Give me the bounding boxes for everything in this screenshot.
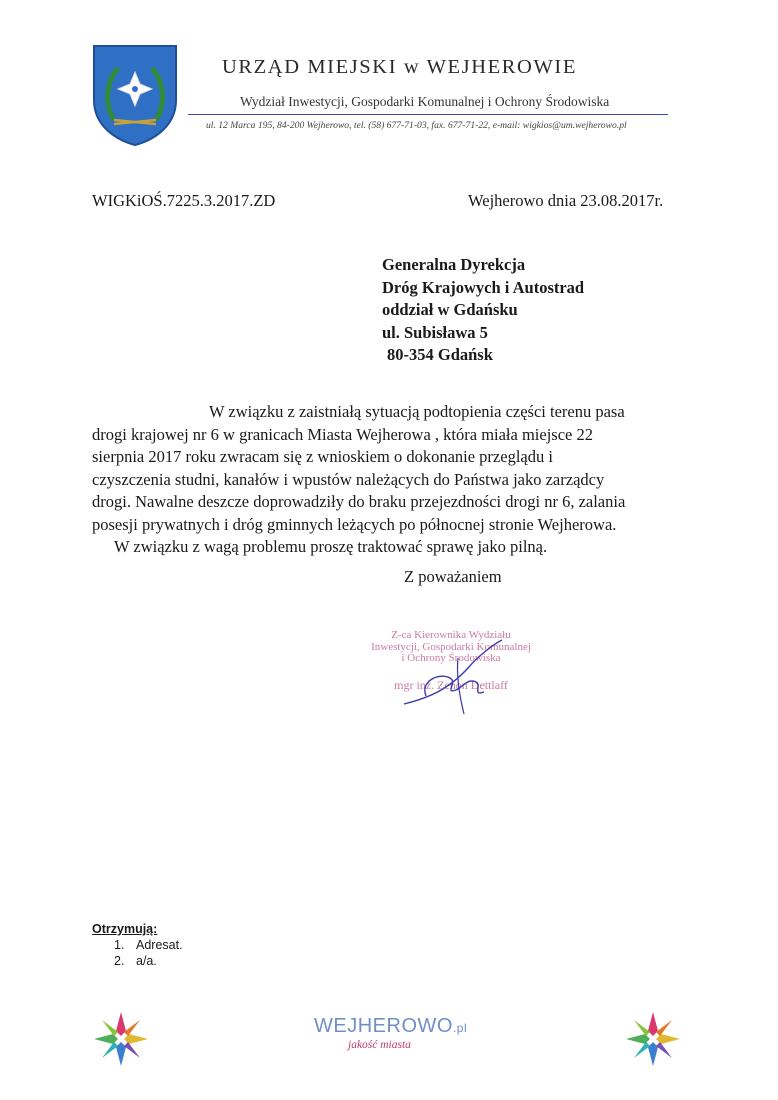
recipients-list bbox=[92, 921, 183, 969]
stamp-line: i Ochrony Środowiska bbox=[401, 652, 501, 664]
city-star-logo-icon bbox=[624, 1010, 682, 1068]
body-line: W związku z wagą problemu proszę traktować sprawę jako pilną. bbox=[114, 537, 548, 556]
footer-tagline: jakość miasta bbox=[348, 1039, 411, 1051]
letter-date: Wejherowo dnia 23.08.2017r. bbox=[468, 191, 664, 210]
closing-phrase: Z poważaniem bbox=[404, 567, 502, 586]
recipient-line: 80-354 Gdańsk bbox=[387, 345, 493, 364]
list-item bbox=[92, 937, 183, 953]
list-item-number: 1. bbox=[114, 938, 125, 952]
stamp-signatory: mgr inż. Zenon Dettlaff bbox=[394, 677, 508, 692]
body-line: W związku z zaistniałą sytuacją podtopienia części terenu pasa bbox=[209, 402, 625, 421]
body-line: drogi. Nawalne deszcze doprowadziły do braku przejezdności drogi nr 6, zalania bbox=[92, 492, 626, 511]
body-line: posesji prywatnych i dróg gminnych leżących po północnej stronie Wejherowa. bbox=[92, 514, 617, 534]
handwritten-signature bbox=[398, 638, 508, 718]
brand-suffix: .pl bbox=[452, 1021, 468, 1035]
brand-name: WEJHEROWO bbox=[314, 1015, 453, 1037]
body-line: czyszczenia studni, kanałów i wpustów należących do Państwa jako zarządcy bbox=[92, 469, 605, 489]
stamp-line: Z-ca Kierownika Wydziału bbox=[391, 629, 511, 641]
reference-number: WIGKiOŚ.7225.3.2017.ZD bbox=[92, 191, 276, 210]
recipient-address bbox=[382, 254, 584, 367]
recipient-line: ul. Subisława 5 bbox=[382, 322, 488, 342]
footer-brand bbox=[314, 1015, 467, 1038]
body-line: sierpnia 2017 roku zwracam się z wnioskiem o dokonanie przeglądu i bbox=[92, 447, 553, 466]
contact-line: ul. 12 Marca 195, 84-200 Wejherowo, tel. (58) 677-71-03, fax. 677-71-22, e-mail: wigkios@um.wejherowo.pl bbox=[206, 120, 627, 131]
stamp-line: Inwestycji, Gospodarki Komunalnej bbox=[371, 640, 531, 653]
recipients-heading: Otrzymują: bbox=[92, 922, 158, 936]
letter-body bbox=[92, 401, 682, 559]
department-name: Wydział Inwestycji, Gospodarki Komunalnej i Ochrony Środowiska bbox=[240, 94, 610, 109]
recipient-line: Generalna Dyrekcja bbox=[382, 255, 526, 274]
city-crest-icon bbox=[92, 44, 178, 146]
recipient-line: oddział w Gdańsku bbox=[382, 300, 518, 319]
city-star-logo-icon bbox=[92, 1010, 150, 1068]
office-title: URZĄD MIEJSKI w WEJHEROWIE bbox=[222, 56, 577, 78]
list-item-text: a/a. bbox=[136, 954, 157, 968]
list-item bbox=[92, 953, 183, 969]
header-divider bbox=[188, 114, 668, 115]
body-line: drogi krajowej nr 6 w granicach Miasta Wejherowa , która miała miejsce 22 bbox=[92, 424, 593, 444]
recipient-line: Dróg Krajowych i Autostrad bbox=[382, 277, 585, 297]
list-item-text: Adresat. bbox=[136, 938, 183, 952]
list-item-number: 2. bbox=[114, 954, 125, 968]
